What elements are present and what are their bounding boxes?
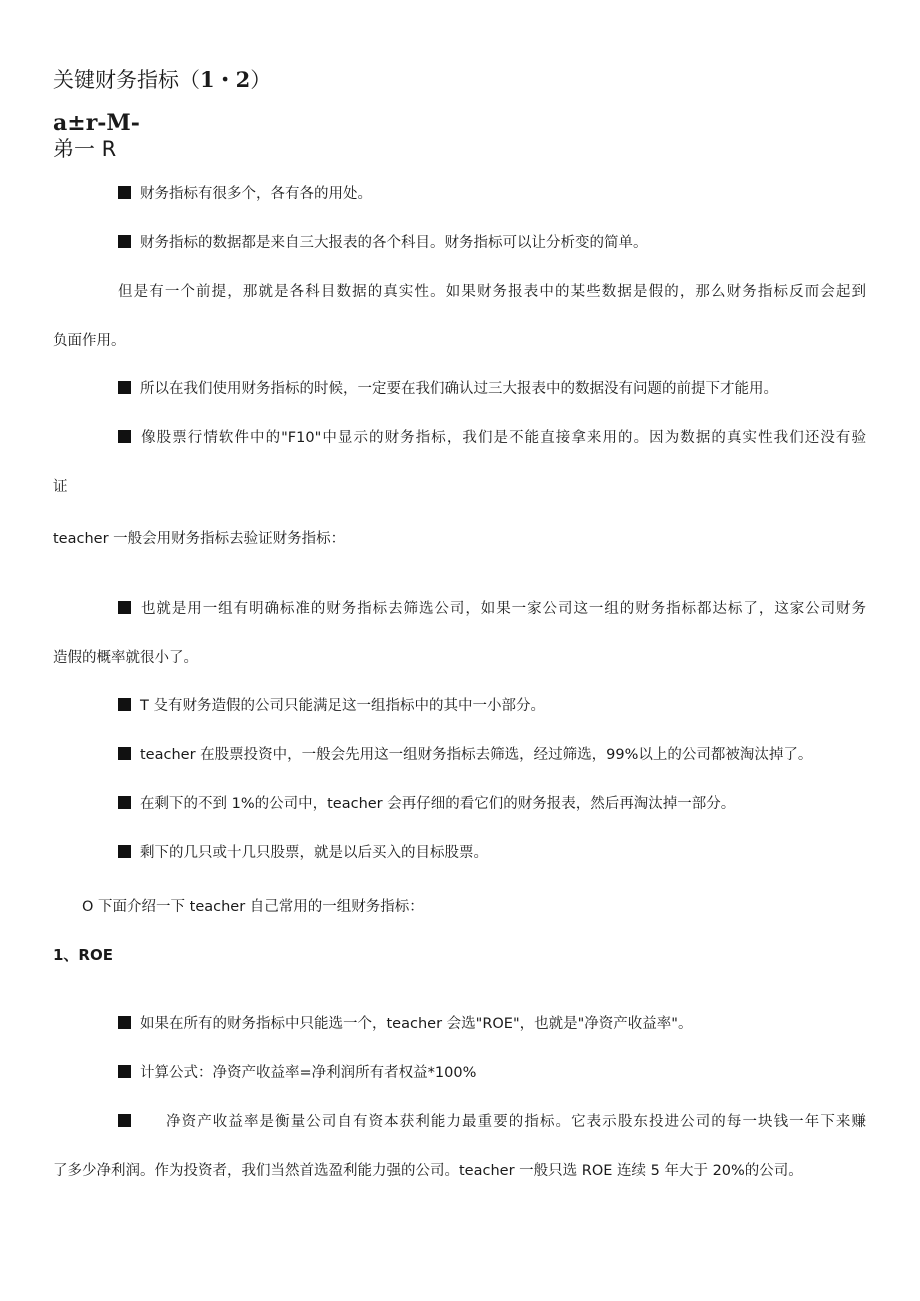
- list-item: [118, 745, 812, 765]
- list-item: [118, 1112, 866, 1132]
- paragraph-line: O 下面介绍一下 teacher 自己常用的一组财务指标：: [82, 899, 424, 915]
- title-close: ）: [250, 68, 272, 92]
- bullet-square-icon: [118, 235, 131, 248]
- paragraph-text: 像股票行情软件中的"F10"中显示的财务指标，我们是不能直接拿来用的。因为数据的真实性我们还没有验: [140, 430, 866, 446]
- list-item: [118, 1063, 476, 1083]
- subtitle-garbled: a±r-M-: [53, 110, 140, 136]
- paragraph-line: 但是有一个前提，那就是各科目数据的真实性。如果财务报表中的某些数据是假的，那么财务指标反而会起到: [118, 284, 866, 300]
- paragraph-line: 造假的概率就很小了。: [53, 650, 198, 666]
- paragraph-text: 财务指标有很多个，各有各的用处。: [140, 186, 372, 202]
- paragraph-line: 负面作用。: [53, 333, 126, 349]
- bullet-square-icon: [118, 1016, 131, 1029]
- bullet-square-icon: [118, 601, 131, 614]
- bullet-square-icon: [118, 381, 131, 394]
- paragraph-line: 证: [53, 479, 68, 495]
- paragraph-text: 净资产收益率是衡量公司自有资本获利能力最重要的指标。它表示股东投进公司的每一块钱一年下来赚: [165, 1114, 866, 1130]
- list-item: [118, 1014, 692, 1034]
- section-heading: 1、ROE: [53, 946, 113, 964]
- bullet-square-icon: [118, 796, 131, 809]
- bullet-square-icon: [118, 1114, 131, 1127]
- bullet-square-icon: [118, 186, 131, 199]
- list-item: [118, 843, 488, 863]
- paragraph-line: 了多少净利润。作为投资者，我们当然首选盈利能力强的公司。teacher 一般只选 ROE 连续 5 年大于 20%的公司。: [53, 1163, 803, 1179]
- list-item: [118, 599, 866, 619]
- paragraph-text: 剩下的几只或十几只股票，就是以后买入的目标股票。: [140, 845, 488, 861]
- paragraph-text: 财务指标的数据都是来自三大报表的各个科目。财务指标可以让分析变的简单。: [140, 235, 648, 251]
- list-item: [118, 428, 866, 448]
- paragraph-text: 如果在所有的财务指标中只能选一个，teacher 会选"ROE"，也就是"净资产收益率"。: [140, 1016, 693, 1032]
- page-title: [53, 66, 271, 94]
- list-item: [118, 184, 372, 204]
- bullet-square-icon: [118, 1065, 131, 1078]
- paragraph-text: teacher 在股票投资中，一般会先用这一组财务指标去筛选，经过筛选，99%以上的公司都被淘汰掉了。: [140, 747, 813, 763]
- list-item: [118, 379, 778, 399]
- paragraph-line: teacher 一般会用财务指标去验证财务指标：: [53, 531, 346, 547]
- paragraph-text: 在剩下的不到 1%的公司中，teacher 会再仔细的看它们的财务报表，然后再淘汰掉一部分。: [140, 796, 736, 812]
- bullet-square-icon: [118, 747, 131, 760]
- paragraph-text: 所以在我们使用财务指标的时候，一定要在我们确认过三大报表中的数据没有问题的前提下才能用。: [140, 381, 778, 397]
- title-number: 1・2: [200, 67, 251, 92]
- list-item: [118, 696, 545, 716]
- paragraph-text: T 殳有财务造假的公司只能满足这一组指标中的其中一小部分。: [140, 698, 545, 714]
- bullet-square-icon: [118, 430, 131, 443]
- paragraph-text: 也就是用一组有明确标准的财务指标去筛选公司，如果一家公司这一组的财务指标都达标了，这家公司财务: [140, 601, 866, 617]
- paragraph-text: 计算公式：净资产收益率=净利润所有者权益*100%: [140, 1065, 477, 1081]
- bullet-square-icon: [118, 698, 131, 711]
- list-item: [118, 794, 735, 814]
- list-item: [118, 233, 648, 253]
- subtitle-chapter: 弟一 R: [53, 137, 117, 161]
- title-text: 关键财务指标（: [53, 68, 200, 92]
- bullet-square-icon: [118, 845, 131, 858]
